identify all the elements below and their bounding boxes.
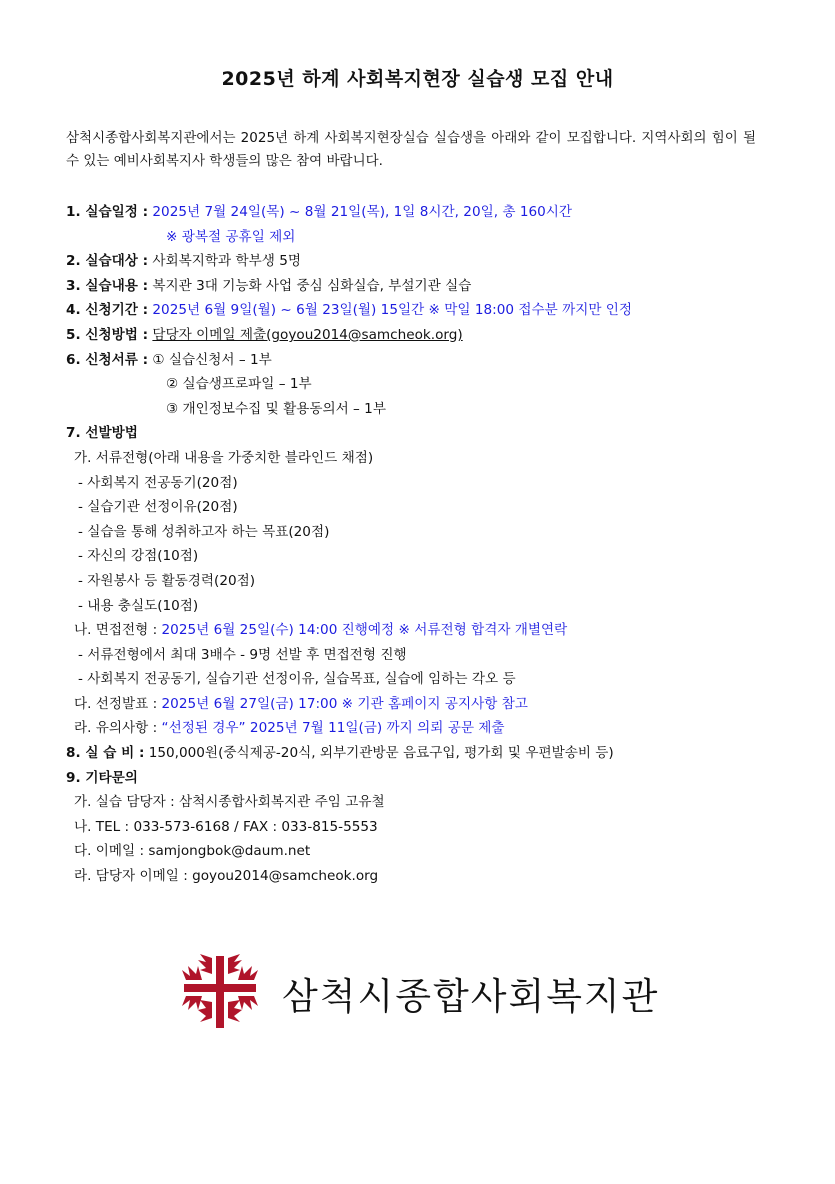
recruitment-details <box>66 200 766 889</box>
content-label: 3. 실습내용 : <box>66 277 149 294</box>
docs-item: ③ 개인정보수집 및 활용동의서 – 1부 <box>166 400 386 417</box>
selection-row <box>66 421 766 446</box>
docs-row <box>66 348 766 373</box>
period-label: 4. 신청기간 : <box>66 302 149 319</box>
paper-screening: 가. 서류전형(아래 내용을 가중치한 블라인드 채점) <box>74 449 374 466</box>
caution-row <box>66 716 766 741</box>
contact-line: 라. 담당자 이메일 : goyou2014@samcheok.org <box>74 868 379 885</box>
period-value: 2025년 6월 9일(월) ~ 6월 23일(월) 15일간 ※ 막일 18:00 접수분 까지만 인정 <box>152 302 633 319</box>
target-row <box>66 249 766 274</box>
method-row <box>66 323 766 348</box>
method-label: 5. 신청방법 : <box>66 326 149 343</box>
criteria-item: - 내용 충실도(10점) <box>78 597 199 614</box>
docs-row <box>66 372 766 397</box>
page-title: 2025년 하계 사회복지현장 실습생 모집 안내 <box>221 68 614 90</box>
fee-value: 150,000원(중식제공-20식, 외부기관방문 음료구입, 평가회 및 우편발송비 등) <box>148 745 614 762</box>
docs-row <box>66 397 766 422</box>
method-value: 담당자 이메일 제출(goyou2014@samcheok.org) <box>152 326 463 343</box>
interview-row <box>66 618 766 643</box>
target-value: 사회복지학과 학부생 5명 <box>152 253 301 270</box>
criteria-item: - 자신의 강점(10점) <box>78 548 199 565</box>
caution-value: “선정된 경우” 2025년 7월 11일(금) 까지 의뢰 공문 제출 <box>161 720 505 737</box>
contact-line: 가. 실습 담당자 : 삼척시종합사회복지관 주임 고유철 <box>74 794 385 811</box>
fee-row <box>66 741 766 766</box>
paper-screening-row <box>66 446 766 471</box>
contact-line: 다. 이메일 : samjongbok@daum.net <box>74 843 311 860</box>
docs-item: ② 실습생프로파일 – 1부 <box>166 376 312 393</box>
criteria-item: - 사회복지 전공동기(20점) <box>78 474 238 491</box>
content-row <box>66 274 766 299</box>
interview-label: 나. 면접전형 : <box>74 622 162 639</box>
criteria-item: - 실습을 통해 성취하고자 하는 목표(20점) <box>78 523 330 540</box>
interview-note: - 서류전형에서 최대 3배수 - 9명 선발 후 면접전형 진행 <box>78 646 407 663</box>
caution-label: 라. 유의사항 : <box>74 720 162 737</box>
schedule-label: 1. 실습일정 : <box>66 204 149 220</box>
criteria-item: - 자원봉사 등 활동경력(20점) <box>78 572 256 589</box>
docs-label: 6. 신청서류 : <box>66 351 149 368</box>
organization-name: 삼척시종합사회복지관 <box>282 975 660 1018</box>
selection-label: 7. 선발방법 <box>66 425 138 442</box>
docs-item: ① 실습신청서 – 1부 <box>152 351 272 368</box>
contact-row <box>66 766 766 791</box>
caritas-logo <box>180 952 260 1032</box>
interview-value: 2025년 6월 25일(수) 14:00 진행예정 ※ 서류전형 합격자 개별연락 <box>161 622 568 639</box>
fee-label: 8. 실 습 비 : <box>66 745 145 762</box>
contact-label: 9. 기타문의 <box>66 769 138 786</box>
target-label: 2. 실습대상 : <box>66 253 149 270</box>
contact-line: 나. TEL : 033-573-6168 / FAX : 033-815-5553 <box>74 818 378 835</box>
schedule-note: ※ 광복절 공휴일 제외 <box>166 228 296 245</box>
content-value: 복지관 3대 기능화 사업 중심 심화실습, 부설기관 실습 <box>152 277 472 294</box>
criteria-item: - 실습기관 선정이유(20점) <box>78 499 238 516</box>
announce-value: 2025년 6월 27일(금) 17:00 ※ 기관 홈페이지 공지사항 참고 <box>161 695 528 712</box>
announce-label: 다. 선정발표 : <box>74 695 162 712</box>
intro-paragraph: 삼척시종합사회복지관에서는 2025년 하계 사회복지현장실습 실습생을 아래와 같이 모집합니다. 지역사회의 힘이 될 수 있는 예비사회복지사 학생들의 많은 참여 바랍니다. <box>66 130 756 169</box>
interview-note: - 사회복지 전공동기, 실습기관 선정이유, 실습목표, 실습에 임하는 각오 등 <box>78 671 516 688</box>
schedule-value: 2025년 7월 24일(목) ~ 8월 21일(목), 1일 8시간, 20일, 총 160시간 <box>152 204 573 220</box>
period-row <box>66 298 766 323</box>
schedule-note-row <box>66 225 766 250</box>
schedule-row <box>66 200 766 225</box>
announce-row <box>66 692 766 717</box>
